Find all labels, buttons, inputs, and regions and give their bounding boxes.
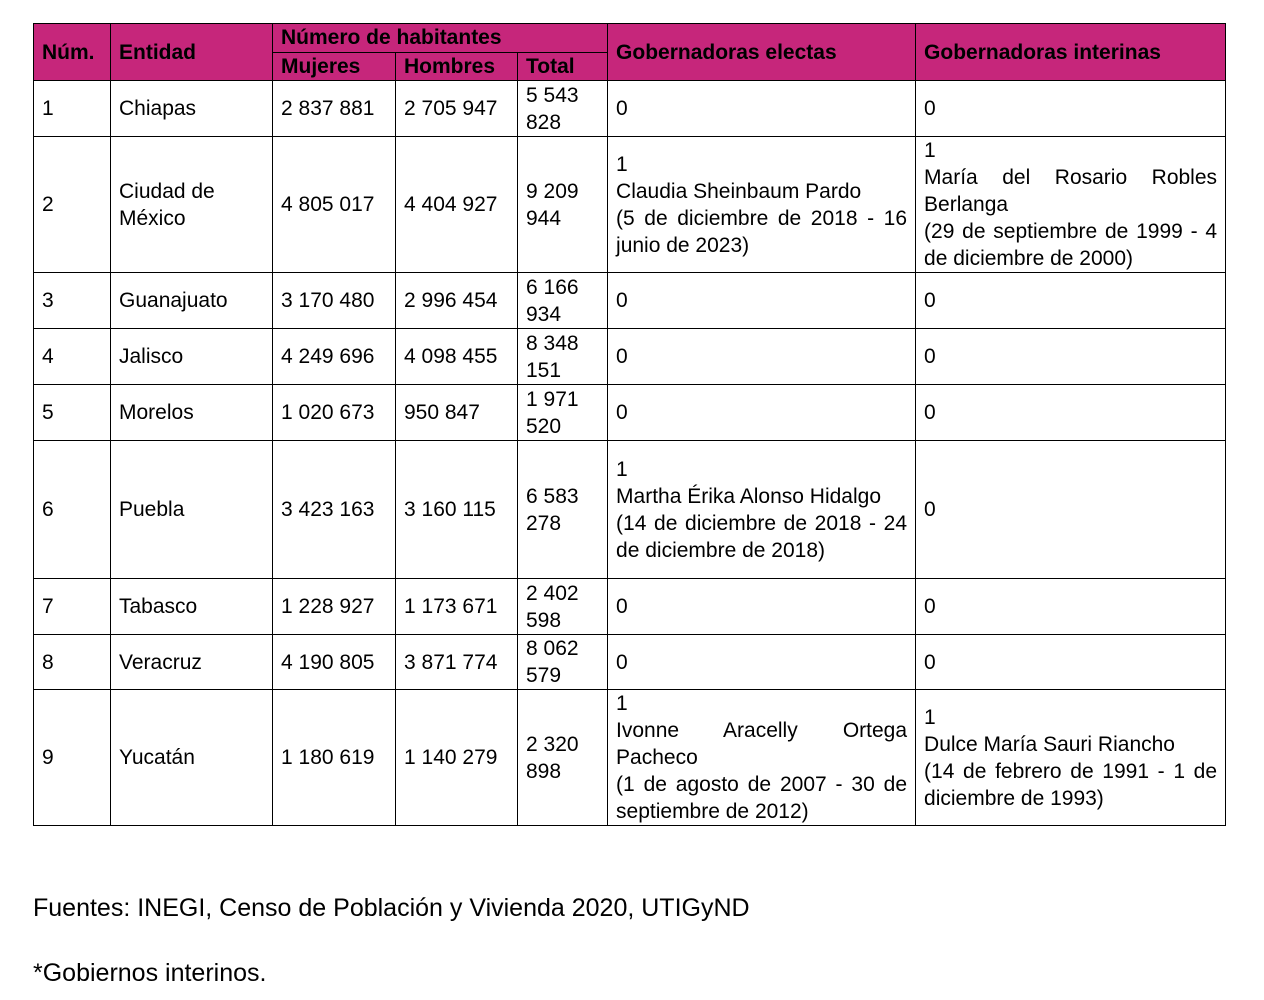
interinas-count: 0 <box>924 345 936 368</box>
row-interinas <box>916 635 1226 690</box>
row-interinas <box>916 81 1226 137</box>
row-interinas <box>916 579 1226 635</box>
electas-count: 0 <box>616 289 628 312</box>
table-row <box>34 137 1226 273</box>
electas-period: (1 de agosto de 2007 - 30 de septiembre de 2012) <box>616 773 908 823</box>
electas-name: Claudia Sheinbaum Pardo <box>616 179 862 203</box>
row-entidad: Morelos <box>111 385 273 441</box>
row-mujeres: 4 249 696 <box>273 329 396 385</box>
row-entidad: Guanajuato <box>111 273 273 329</box>
row-interinas <box>916 385 1226 441</box>
row-hombres: 2 705 947 <box>396 81 518 137</box>
table-body <box>34 81 1226 826</box>
electas-count: 1 <box>616 152 628 176</box>
footnote: *Gobiernos interinos. <box>33 959 267 987</box>
interinas-period: (29 de septiembre de 1999 - 4 de diciembre de 2000) <box>924 220 1218 270</box>
row-interinas <box>916 273 1226 329</box>
row-electas <box>608 273 916 329</box>
row-total: 8 062 579 <box>518 635 608 690</box>
table-row <box>34 385 1226 441</box>
row-total: 6 166 934 <box>518 273 608 329</box>
row-entidad: Puebla <box>111 441 273 579</box>
row-mujeres: 3 170 480 <box>273 273 396 329</box>
header-habitantes: Número de habitantes <box>273 24 608 53</box>
interinas-count: 0 <box>924 401 936 424</box>
row-total: 1 971 520 <box>518 385 608 441</box>
row-hombres: 950 847 <box>396 385 518 441</box>
header-hombres: Hombres <box>396 53 518 81</box>
row-hombres: 4 404 927 <box>396 137 518 273</box>
interinas-name: Dulce María Sauri Riancho <box>924 732 1175 756</box>
row-entidad: Jalisco <box>111 329 273 385</box>
table-row <box>34 579 1226 635</box>
row-interinas <box>916 690 1226 826</box>
electas-name: Ivonne Aracelly Ortega Pacheco <box>616 719 908 769</box>
table-row <box>34 690 1226 826</box>
row-interinas <box>916 329 1226 385</box>
row-hombres: 3 871 774 <box>396 635 518 690</box>
row-num: 6 <box>34 441 111 579</box>
row-electas <box>608 579 916 635</box>
row-mujeres: 3 423 163 <box>273 441 396 579</box>
row-entidad: Tabasco <box>111 579 273 635</box>
row-electas <box>608 635 916 690</box>
row-electas <box>608 329 916 385</box>
interinas-count: 0 <box>924 498 936 521</box>
governors-table <box>33 23 1226 826</box>
row-interinas <box>916 441 1226 579</box>
header-mujeres: Mujeres <box>273 53 396 81</box>
electas-count: 0 <box>616 650 628 674</box>
sources-note: Fuentes: INEGI, Censo de Población y Vivienda 2020, UTIGyND <box>33 894 750 922</box>
header-num: Núm. <box>34 24 111 81</box>
row-hombres: 3 160 115 <box>396 441 518 579</box>
row-hombres: 4 098 455 <box>396 329 518 385</box>
row-mujeres: 1 180 619 <box>273 690 396 826</box>
row-total: 9 209 944 <box>518 137 608 273</box>
table-row <box>34 81 1226 137</box>
row-total: 8 348 151 <box>518 329 608 385</box>
interinas-count: 1 <box>924 139 936 162</box>
table-row <box>34 441 1226 579</box>
row-total: 5 543 828 <box>518 81 608 137</box>
row-num: 9 <box>34 690 111 826</box>
row-mujeres: 4 190 805 <box>273 635 396 690</box>
header-interinas: Gobernadoras interinas <box>916 24 1226 81</box>
electas-count: 0 <box>616 97 628 120</box>
interinas-count: 0 <box>924 97 936 120</box>
row-hombres: 1 140 279 <box>396 690 518 826</box>
table-row <box>34 635 1226 690</box>
row-num: 5 <box>34 385 111 441</box>
electas-count: 0 <box>616 345 628 368</box>
row-total: 2 402 598 <box>518 579 608 635</box>
row-interinas <box>916 137 1226 273</box>
electas-period: (14 de diciembre de 2018 - 24 de diciembre de 2018) <box>616 511 908 562</box>
interinas-count: 1 <box>924 705 936 729</box>
interinas-count: 0 <box>924 289 936 312</box>
row-num: 4 <box>34 329 111 385</box>
row-mujeres: 1 228 927 <box>273 579 396 635</box>
electas-name: Martha Érika Alonso Hidalgo <box>616 484 882 508</box>
electas-count: 0 <box>616 595 628 618</box>
header-total: Total <box>518 53 608 81</box>
row-mujeres: 1 020 673 <box>273 385 396 441</box>
table-row <box>34 329 1226 385</box>
row-entidad: Yucatán <box>111 690 273 826</box>
row-electas <box>608 385 916 441</box>
row-entidad: Chiapas <box>111 81 273 137</box>
electas-period: (5 de diciembre de 2018 - 16 junio de 2023) <box>616 206 908 257</box>
row-electas <box>608 690 916 826</box>
electas-count: 1 <box>616 692 628 715</box>
electas-count: 1 <box>616 457 628 481</box>
row-mujeres: 4 805 017 <box>273 137 396 273</box>
interinas-period: (14 de febrero de 1991 - 1 de diciembre de 1993) <box>924 759 1218 810</box>
row-entidad: Ciudad de México <box>111 137 273 273</box>
header-electas: Gobernadoras electas <box>608 24 916 81</box>
row-mujeres: 2 837 881 <box>273 81 396 137</box>
interinas-name: María del Rosario Robles Berlanga <box>924 166 1218 216</box>
row-num: 3 <box>34 273 111 329</box>
row-num: 1 <box>34 81 111 137</box>
header-row-top <box>34 24 1226 53</box>
row-num: 2 <box>34 137 111 273</box>
row-hombres: 1 173 671 <box>396 579 518 635</box>
header-entidad: Entidad <box>111 24 273 81</box>
row-total: 2 320 898 <box>518 690 608 826</box>
row-electas <box>608 137 916 273</box>
row-num: 7 <box>34 579 111 635</box>
row-total: 6 583 278 <box>518 441 608 579</box>
row-electas <box>608 81 916 137</box>
interinas-count: 0 <box>924 650 936 674</box>
table-row <box>34 273 1226 329</box>
electas-count: 0 <box>616 401 628 424</box>
row-entidad: Veracruz <box>111 635 273 690</box>
row-hombres: 2 996 454 <box>396 273 518 329</box>
interinas-count: 0 <box>924 595 936 618</box>
row-num: 8 <box>34 635 111 690</box>
row-electas <box>608 441 916 579</box>
